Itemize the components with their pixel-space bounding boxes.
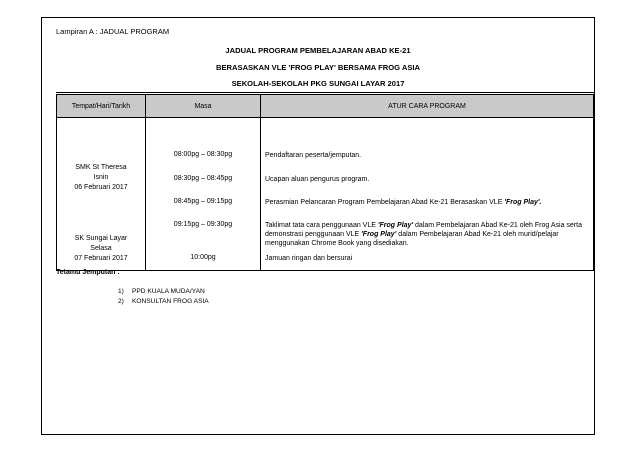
activity-item: Ucapan aluan pengurus program. (265, 176, 370, 183)
col-header-place: Tempat/Hari/Tarikh (57, 95, 146, 118)
time-slot: 08:45pg – 09:15pg (173, 198, 233, 205)
title-divider-top (56, 92, 594, 93)
list-number: 1) (118, 288, 124, 295)
place-block-2 (57, 234, 145, 264)
list-number: 2) (118, 298, 124, 305)
lampiran-label: Lampiran A : JADUAL PROGRAM (56, 27, 170, 36)
activity-item (265, 198, 589, 207)
place-day: Isnin (93, 174, 109, 181)
time-slot: 08:00pg – 08:30pg (173, 151, 233, 158)
place-name: SK Sungai Layar (74, 235, 128, 242)
place-block-1 (57, 163, 145, 193)
list-text: PPD KUALA MUDA/YAN (132, 288, 205, 295)
list-text: KONSULTAN FROG ASIA (132, 298, 209, 305)
place-date: 07 Februari 2017 (74, 255, 128, 262)
time-slot: 08:30pg – 08:45pg (173, 175, 233, 182)
guests-label: Tetamu Jemputan : (56, 269, 120, 276)
activity-emphasis: 'Frog Play'. (504, 199, 542, 206)
time-slot: 09:15pg – 09:30pg (173, 221, 233, 228)
place-day: Selasa (90, 245, 112, 252)
activity-text: dalam Pembelajaran Abad Ke-21 oleh murid/pelajar menggunakan Chrome Book yang disediakan. (265, 231, 559, 247)
table-header-row (57, 95, 594, 118)
list-item (118, 297, 209, 307)
place-name: SMK St Theresa (75, 164, 127, 171)
col-header-time: Masa (146, 95, 261, 118)
activity-emphasis: 'Frog Play' (361, 231, 397, 238)
program-cell (261, 118, 594, 271)
table-body-row (57, 118, 594, 271)
list-item (118, 287, 209, 297)
program-table (56, 94, 594, 271)
guests-list (118, 287, 209, 307)
col-header-program: ATUR CARA PROGRAM (261, 95, 594, 118)
title-line-1: JADUAL PROGRAM PEMBELAJARAN ABAD KE-21 (225, 46, 411, 55)
activity-text: Perasmian Pelancaran Program Pembelajaran Abad Ke-21 Berasaskan VLE (265, 199, 505, 206)
activity-item: Pendaftaran peserta/jemputan. (265, 152, 362, 159)
time-slot: 10:00pg (190, 254, 216, 261)
time-cell (146, 118, 261, 271)
activity-item (265, 221, 589, 248)
activity-item: Jamuan ringan dan bersurai (265, 255, 353, 262)
title-line-3: SEKOLAH-SEKOLAH PKG SUNGAI LAYAR 2017 (231, 79, 405, 88)
activity-text: Taklimat tata cara penggunaan VLE (265, 222, 378, 229)
title-line-2: BERASASKAN VLE 'FROG PLAY' BERSAMA FROG ASIA (215, 63, 421, 72)
activity-text: dalam Pembelajaran Abad Ke-21 oleh Frog Asia serta demonstrasi penggunaan VLE (265, 222, 582, 238)
place-cell (57, 118, 146, 271)
activity-emphasis: 'Frog Play' (377, 222, 414, 229)
place-date: 06 Februari 2017 (74, 184, 128, 191)
